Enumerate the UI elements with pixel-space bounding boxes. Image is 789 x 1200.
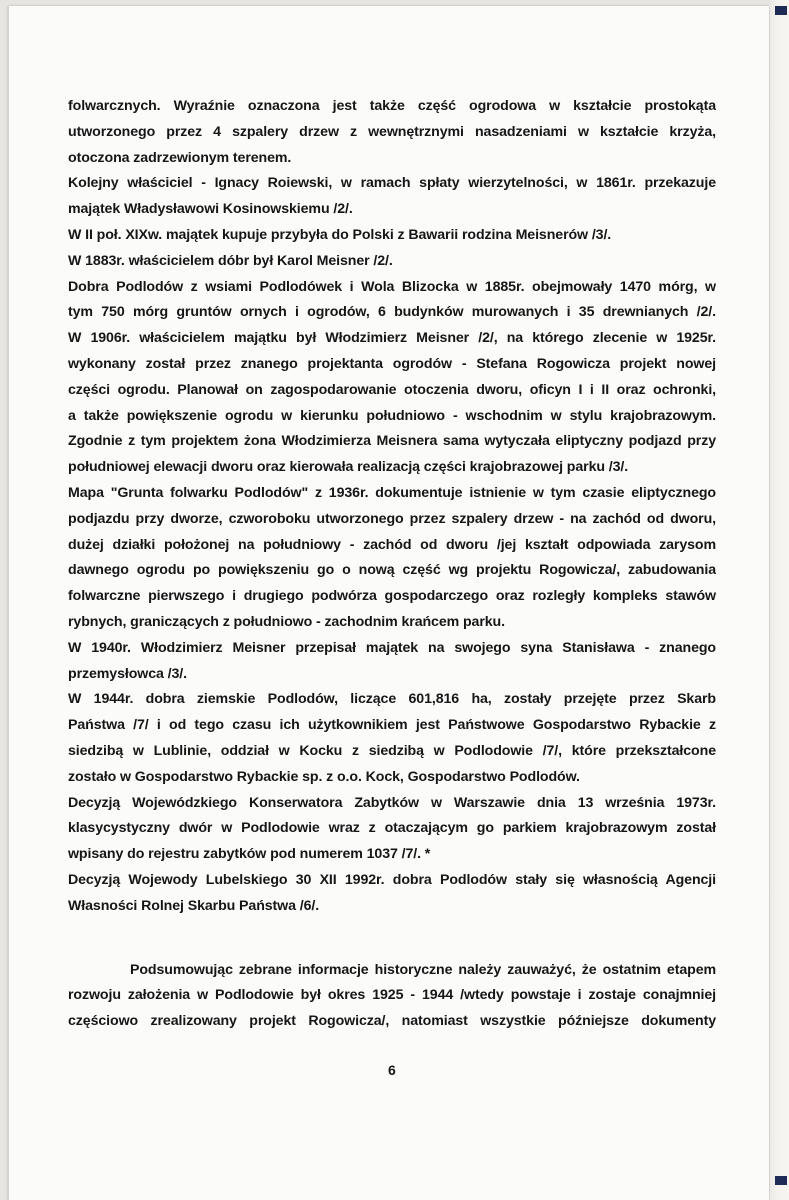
page-edge-strip xyxy=(770,0,789,1200)
page-number: 6 xyxy=(388,1062,396,1078)
text-line: rozwoju założenia w Podlodowie był okres 1925 - 1944 /wtedy powstaje i zostaje conajmniej xyxy=(68,987,716,1004)
binding-mark xyxy=(775,6,787,15)
text-line: utworzonego przez 4 szpalery drzew z wewnętrznymi nasadzeniami w kształcie krzyża, xyxy=(68,123,716,140)
text-line: Własności Rolnej Skarbu Państwa /6/. xyxy=(68,897,320,914)
text-line: Dobra Podlodów z wsiami Podlodówek i Wola Blizocka w 1885r. obejmowały 1470 mórg, w xyxy=(68,278,716,295)
text-line: siedzibą w Lublinie, oddział w Kocku z siedzibą w Podlodowie /7/, które przekształcone xyxy=(68,742,716,759)
text-line: Państwa /7/ i od tego czasu ich użytkownikiem jest Państwowe Gospodarstwo Rybackie z xyxy=(68,717,716,734)
text-line: W 1906r. właścicielem majątku był Włodzimierz Meisner /2/, na którego zlecenie w 1925r. xyxy=(68,330,716,347)
text-line: Zgodnie z tym projektem żona Włodzimierza Meisnera sama wytyczała eliptyczny podjazd przy xyxy=(68,433,716,450)
text-line: wpisany do rejestru zabytków pod numerem 1037 /7/. * xyxy=(68,846,431,863)
text-line: dawnego ogrodu po powiększeniu go o nową część wg projektu Rogowicza/, zabudowania xyxy=(68,562,716,579)
text-line: a także powiększenie ogrodu w kierunku południowo - wschodnim w stylu krajobrazowym. xyxy=(68,407,716,424)
binding-mark xyxy=(775,1176,787,1185)
text-line: Podsumowując zebrane informacje historyczne należy zauważyć, że ostatnim etapem xyxy=(130,961,716,978)
text-line: majątek Władysławowi Kosinowskiemu /2/. xyxy=(68,201,353,218)
text-line: wykonany został przez znanego projektanta ogrodów - Stefana Rogowicza projekt nowej xyxy=(68,355,716,372)
text-line: Decyzją Wojewódzkiego Konserwatora Zabytków w Warszawie dnia 13 września 1973r. xyxy=(68,794,716,811)
text-line: folwarcznych. Wyraźnie oznaczona jest także część ogrodowa w kształcie prostokąta xyxy=(68,98,716,114)
text-line: południowej elewacji dworu oraz kierowała realizacją części krajobrazowej parku /3/. xyxy=(68,459,629,476)
text-line: dużej działki położonej na południowy - zachód od dworu /jej kształt odpowiada zarysom xyxy=(68,536,716,553)
text-line: Kolejny właściciel - Ignacy Roiewski, w ramach spłaty wierzytelności, w 1861r. przekazuje xyxy=(68,175,716,192)
text-line: częściowo zrealizowany projekt Rogowicza/, natomiast wszystkie późniejsze dokumenty xyxy=(68,1013,716,1030)
text-line: Mapa "Grunta folwarku Podlodów" z 1936r. dokumentuje istnienie w tym czasie eliptycznego xyxy=(68,484,716,501)
paragraph-gap xyxy=(68,920,716,958)
text-line: podjazdu przy dworze, czworoboku utworzonego przez szpalery drzew - na zachód od dworu, xyxy=(68,510,716,527)
text-line: klasycystyczny dwór w Podlodowie wraz z otaczającym go parkiem krajobrazowym został xyxy=(68,820,716,837)
text-line: tym 750 mórg gruntów ornych i ogrodów, 6 budynków murowanych i 35 drewnianych /2/. xyxy=(68,304,716,321)
text-line: W 1944r. dobra ziemskie Podlodów, liczące 601,816 ha, zostały przejęte przez Skarb xyxy=(68,691,716,708)
text-line: folwarczne pierwszego i drugiego podwórza gospodarczego oraz rozległy kompleks stawów xyxy=(68,588,716,605)
text-line: zostało w Gospodarstwo Rybackie sp. z o.o. Kock, Gospodarstwo Podlodów. xyxy=(68,768,580,785)
text-line: W 1940r. Włodzimierz Meisner przepisał majątek na swojego syna Stanisława - znanego xyxy=(68,639,716,656)
text-line: Decyzją Wojewody Lubelskiego 30 XII 1992r. dobra Podlodów stały się własnością Agencji xyxy=(68,871,716,888)
text-line: rybnych, graniczących z południowo - zachodnim krańcem parku. xyxy=(68,613,505,630)
text-line: części ogrodu. Planował on zagospodarowanie otoczenia dworu, oficyn I i II oraz ochronki, xyxy=(68,381,716,398)
text-line: W II poł. XIXw. majątek kupuje przybyła do Polski z Bawarii rodzina Meisnerów /3/. xyxy=(68,226,612,243)
text-line: przemysłowca /3/. xyxy=(68,665,187,682)
text-line: otoczona zadrzewionym terenem. xyxy=(68,149,292,166)
text-line: W 1883r. właścicielem dóbr był Karol Meisner /2/. xyxy=(68,252,393,269)
document-body xyxy=(68,94,716,1035)
